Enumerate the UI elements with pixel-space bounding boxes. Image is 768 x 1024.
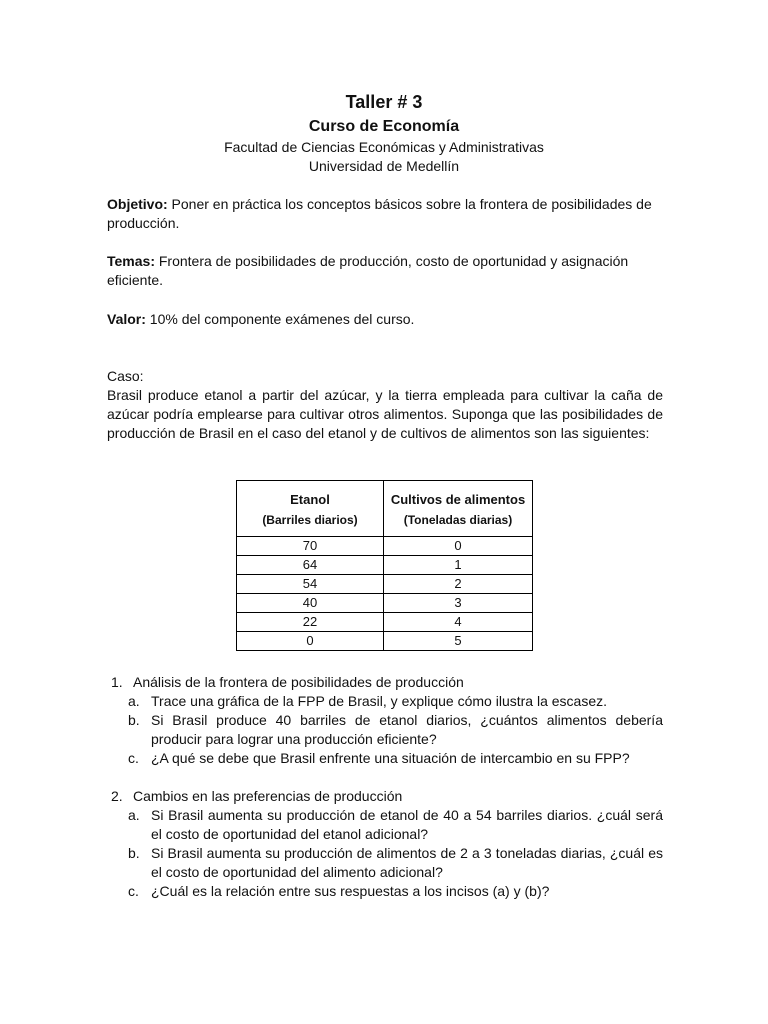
cultivos-cell: 0 [384,537,533,556]
question-title: Análisis de la frontera de posibilidades de producción [133,674,464,690]
table-row [237,575,533,594]
question-1-heading [107,673,663,692]
etanol-cell: 0 [237,632,384,651]
valor-label: Valor: [107,311,146,327]
cultivos-header-title: Cultivos de alimentos [390,492,526,507]
etanol-cell: 40 [237,594,384,613]
item-letter: b. [128,845,140,861]
item-text: Si Brasil produce 40 barriles de etanol diarios, ¿cuántos alimentos debería producir para lograr una producción eficiente? [151,712,663,747]
objetivo-text: Poner en práctica los conceptos básicos sobre la frontera de posibilidades de producción. [107,196,652,231]
list-item [107,749,663,768]
table-row [237,632,533,651]
etanol-cell: 54 [237,575,384,594]
university-name: Universidad de Medellín [308,158,460,174]
list-item [107,711,663,749]
question-number: 1. [111,674,123,690]
item-letter: c. [128,883,139,899]
item-text: ¿A qué se debe que Brasil enfrente una situación de intercambio en su FPP? [151,750,630,766]
production-table [236,480,533,651]
cultivos-cell: 1 [384,556,533,575]
list-item [107,692,663,711]
question-number: 2. [111,788,123,804]
list-item [107,844,663,882]
etanol-cell: 22 [237,613,384,632]
page-title: Taller # 3 [345,92,423,112]
faculty-name: Facultad de Ciencias Económicas y Administrativas [224,139,544,155]
item-letter: a. [128,693,140,709]
table-row [237,594,533,613]
question-title: Cambios en las preferencias de producción [133,788,403,804]
item-text: Trace una gráfica de la FPP de Brasil, y explique cómo ilustra la escasez. [151,693,607,709]
question-1 [107,673,663,768]
objetivo-label: Objetivo: [107,196,168,212]
item-text: ¿Cuál es la relación entre sus respuestas a los incisos (a) y (b)? [151,883,550,899]
table-header-row [237,481,533,537]
table-row [237,556,533,575]
list-item [107,806,663,844]
course-subtitle: Curso de Economía [308,118,460,135]
table-header-cultivos [384,481,533,537]
table-header-etanol [237,481,384,537]
cultivos-header-unit: (Toneladas diarias) [403,513,513,527]
cultivos-cell: 2 [384,575,533,594]
temas-label: Temas: [107,253,155,269]
temas-text: Frontera de posibilidades de producción, costo de oportunidad y asignación eficiente. [107,253,629,288]
list-item [107,882,663,901]
valor-paragraph [107,310,663,329]
cultivos-cell: 3 [384,594,533,613]
table-row [237,613,533,632]
question-2-heading [107,787,663,806]
cultivos-cell: 5 [384,632,533,651]
etanol-cell: 64 [237,556,384,575]
valor-text: 10% del componente exámenes del curso. [145,311,415,327]
caso-text: Brasil produce etanol a partir del azúcar, y la tierra empleada para cultivar la caña de azúcar podría emplearse para cultivar otros alimentos. Suponga que las posibilidades de producción de Brasil en el caso del etanol y de cultivos de alimentos son las siguientes: [107,387,663,441]
item-text: Si Brasil aumenta su producción de alimentos de 2 a 3 toneladas diarias, ¿cuál es el costo de oportunidad del alimento adicional? [151,845,663,880]
caso-label: Caso: [107,368,144,384]
temas-paragraph [107,252,663,290]
cultivos-cell: 4 [384,613,533,632]
item-letter: b. [128,712,140,728]
table-row [237,537,533,556]
item-text: Si Brasil aumenta su producción de etanol de 40 a 54 barriles diarios. ¿cuál será el costo de oportunidad del etanol adicional? [151,807,663,842]
question-2 [107,787,663,901]
etanol-cell: 70 [237,537,384,556]
item-letter: a. [128,807,140,823]
item-letter: c. [128,750,139,766]
objetivo-paragraph [107,195,663,233]
etanol-header-title: Etanol [290,492,330,507]
etanol-header-unit: (Barriles diarios) [262,513,358,527]
